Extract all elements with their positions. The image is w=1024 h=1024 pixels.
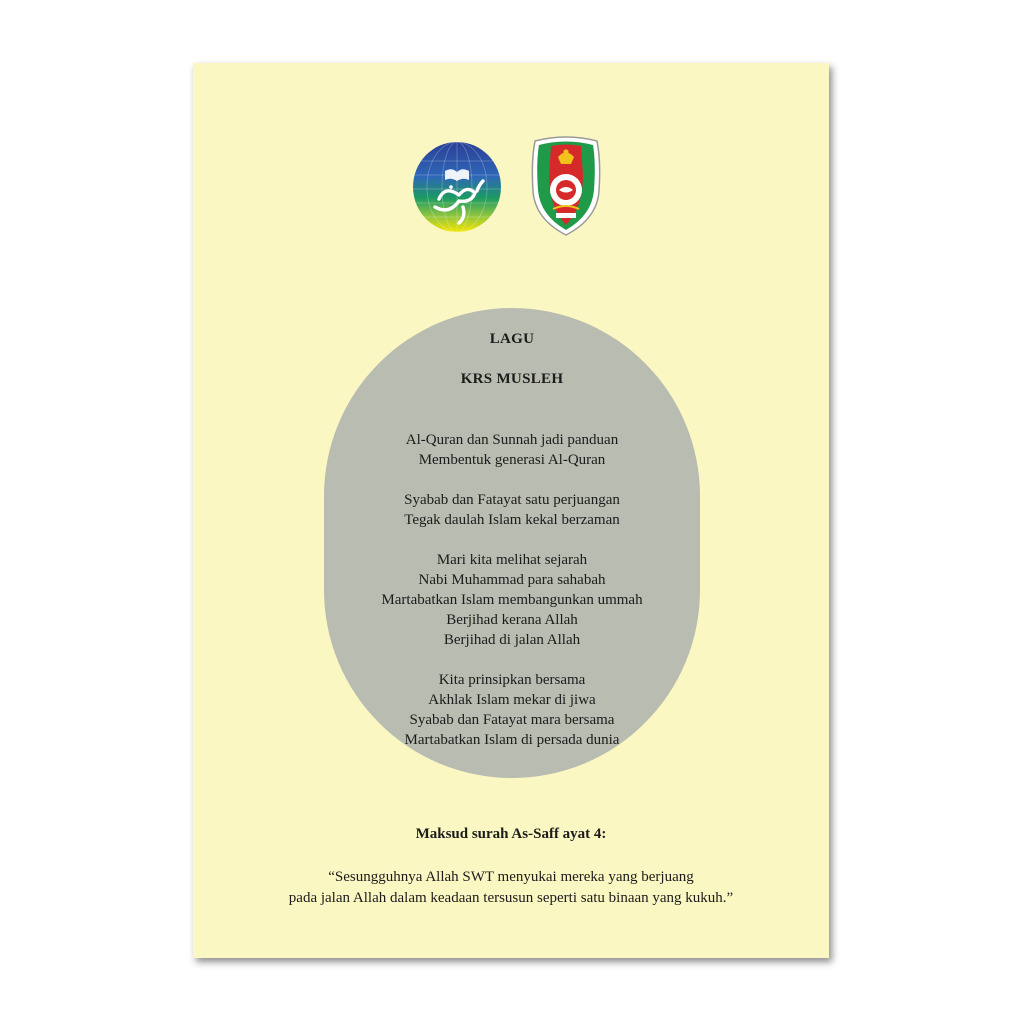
lyric-line: Syabab dan Fatayat satu perjuangan <box>404 492 620 508</box>
lyrics <box>324 430 700 750</box>
lyric-line: Berjihad kerana Allah <box>446 612 578 628</box>
lyric-line: Tegak daulah Islam kekal berzaman <box>404 512 620 528</box>
musleh-emblem-logo <box>411 141 503 233</box>
lyric-line: Martabatkan Islam membangunkan ummah <box>381 592 643 608</box>
document-page <box>193 63 829 958</box>
lyric-line: Membentuk generasi Al-Quran <box>418 452 606 468</box>
lyric-line: Akhlak Islam mekar di jiwa <box>428 692 596 708</box>
song-lyrics-panel <box>324 308 700 778</box>
lyric-line: Mari kita melihat sejarah <box>436 552 588 568</box>
stanza-4 <box>324 670 700 750</box>
quote-line: “Sesungguhnya Allah SWT menyukai mereka yang berjuang <box>328 869 694 885</box>
stanza-2 <box>324 490 700 530</box>
stanza-1 <box>324 430 700 470</box>
quote-line: pada jalan Allah dalam keadaan tersusun seperti satu binaan yang kukuh.” <box>288 890 734 906</box>
song-label: LAGU <box>489 331 535 347</box>
stanza-3 <box>324 550 700 650</box>
krs-badge-logo <box>527 135 605 239</box>
lyric-line: Berjihad di jalan Allah <box>443 632 581 648</box>
lyric-line: Nabi Muhammad para sahabah <box>418 572 606 588</box>
song-title: KRS MUSLEH <box>460 371 564 387</box>
meaning-quote <box>193 867 829 909</box>
meaning-heading: Maksud surah As-Saff ayat 4: <box>415 826 607 842</box>
lyric-line: Syabab dan Fatayat mara bersama <box>409 712 615 728</box>
lyric-line: Al-Quran dan Sunnah jadi panduan <box>405 432 619 448</box>
lyric-line: Kita prinsipkan bersama <box>438 672 586 688</box>
lyric-line: Martabatkan Islam di persada dunia <box>404 732 620 748</box>
